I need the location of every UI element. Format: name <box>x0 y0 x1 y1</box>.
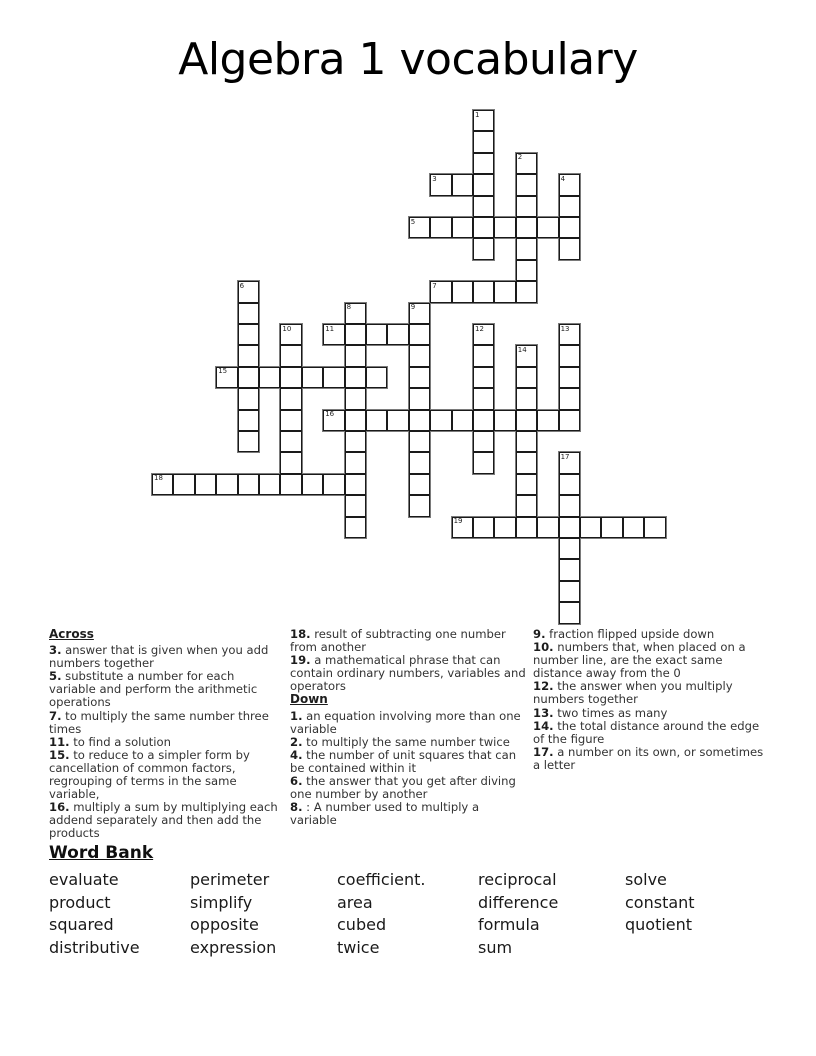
word-bank-item: expression <box>190 937 277 957</box>
grid-cell <box>280 345 301 366</box>
grid-cell <box>516 495 537 516</box>
word-bank-item: opposite <box>190 915 259 935</box>
grid-cell <box>494 217 515 238</box>
grid-cell <box>559 367 580 388</box>
grid-cell <box>216 474 237 495</box>
grid-cell <box>559 174 580 195</box>
grid-number-19: 19 <box>453 517 463 526</box>
grid-number-6: 6 <box>239 281 245 290</box>
grid-cell <box>516 260 537 281</box>
grid-cell <box>473 324 494 345</box>
grid-cell <box>473 110 494 131</box>
grid-number-10: 10 <box>282 324 292 333</box>
grid-cell <box>473 452 494 473</box>
grid-cell <box>516 367 537 388</box>
grid-cell <box>345 431 366 452</box>
grid-cell <box>623 517 644 538</box>
grid-cell <box>238 431 259 452</box>
grid-cell <box>409 431 430 452</box>
clue-number: 15. <box>49 747 70 762</box>
grid-cell <box>366 367 387 388</box>
clue-1: 1. an equation involving more than one variable <box>290 708 521 736</box>
grid-cell <box>280 324 301 345</box>
clue-number: 16. <box>49 800 70 815</box>
grid-cell <box>387 324 408 345</box>
grid-cell <box>473 367 494 388</box>
clue-number: 13. <box>533 705 554 720</box>
grid-number-13: 13 <box>560 324 570 333</box>
grid-cell <box>473 410 494 431</box>
grid-cell <box>559 495 580 516</box>
grid-cell <box>559 238 580 259</box>
grid-cell <box>409 345 430 366</box>
word-bank-item: distributive <box>49 937 140 957</box>
grid-cell <box>559 196 580 217</box>
grid-number-17: 17 <box>560 452 570 461</box>
grid-number-14: 14 <box>517 345 527 354</box>
grid-cell <box>409 410 430 431</box>
grid-cell <box>580 517 601 538</box>
grid-cell <box>516 410 537 431</box>
grid-cell <box>473 517 494 538</box>
clue-6: 6. the answer that you get after diving one number by another <box>290 774 516 802</box>
grid-cell <box>366 410 387 431</box>
grid-cell <box>430 281 451 302</box>
grid-cell <box>238 410 259 431</box>
clue-10: 10. numbers that, when placed on a number line, are the exact same distance away from the 0 <box>533 640 746 681</box>
clue-2: 2. to multiply the same number twice <box>290 734 510 749</box>
clue-header-across: Across <box>49 627 94 641</box>
clue-number: 18. <box>290 627 311 641</box>
clue-16: 16. multiply a sum by multiplying each addend separately and then add the products <box>49 800 278 841</box>
grid-cell <box>345 303 366 324</box>
grid-cell <box>409 388 430 409</box>
grid-number-15: 15 <box>218 367 228 376</box>
grid-cell <box>494 281 515 302</box>
clue-17: 17. a number on its own, or sometimes a letter <box>533 744 764 772</box>
grid-cell <box>280 431 301 452</box>
grid-cell <box>537 517 558 538</box>
grid-cell <box>516 217 537 238</box>
grid-cell <box>173 474 194 495</box>
grid-cell <box>601 517 622 538</box>
clue-number: 19. <box>290 653 311 668</box>
grid-cell <box>345 345 366 366</box>
grid-cell <box>494 410 515 431</box>
grid-cell <box>473 131 494 152</box>
grid-cell <box>345 410 366 431</box>
grid-cell <box>516 388 537 409</box>
grid-cell <box>345 474 366 495</box>
word-bank <box>49 843 779 960</box>
grid-cell <box>366 324 387 345</box>
grid-cell <box>323 410 344 431</box>
grid-cell <box>473 196 494 217</box>
clue-15: 15. to reduce to a simpler form by cancellation of common factors, regrouping of terms in the same variable, <box>49 747 250 802</box>
grid-cell <box>559 388 580 409</box>
clue-14: 14. the total distance around the edge of the figure <box>533 718 760 746</box>
grid-cell <box>345 367 366 388</box>
page-title: Algebra 1 vocabulary <box>178 34 638 85</box>
grid-cell <box>216 367 237 388</box>
word-bank-item: perimeter <box>190 870 270 889</box>
grid-cell <box>259 367 280 388</box>
grid-cell <box>537 410 558 431</box>
word-bank-item: solve <box>625 870 667 889</box>
clue-number: 3. <box>49 643 62 658</box>
word-bank-item: formula <box>478 915 540 935</box>
grid-cell <box>409 367 430 388</box>
clue-column-3 <box>533 628 774 841</box>
clue-number: 12. <box>533 679 554 694</box>
clue-5: 5. substitute a number for each variable and perform the arithmetic operations <box>49 669 258 710</box>
clue-number: 7. <box>49 708 62 723</box>
grid-cell <box>323 324 344 345</box>
clue-number: 6. <box>290 774 303 789</box>
grid-cell <box>345 388 366 409</box>
clue-number: 8. <box>290 800 303 815</box>
grid-number-5: 5 <box>410 217 416 226</box>
clue-9: 9. fraction flipped upside down <box>533 627 715 641</box>
grid-cell <box>516 174 537 195</box>
grid-cell <box>559 602 580 623</box>
grid-cell <box>537 217 558 238</box>
grid-cell <box>516 196 537 217</box>
grid-cell <box>345 452 366 473</box>
grid-cell <box>559 538 580 559</box>
clue-number: 4. <box>290 747 303 762</box>
grid-cell <box>409 324 430 345</box>
grid-number-18: 18 <box>154 474 163 483</box>
clue-number: 11. <box>49 734 70 749</box>
grid-cell <box>387 410 408 431</box>
grid-cell <box>559 517 580 538</box>
grid-cell <box>345 495 366 516</box>
grid-cell <box>345 517 366 538</box>
clue-19: 19. a mathematical phrase that can contain ordinary numbers, variables and operators <box>290 653 526 694</box>
grid-cell <box>302 474 323 495</box>
grid-cell <box>238 281 259 302</box>
grid-cell <box>409 217 430 238</box>
grid-number-8: 8 <box>346 303 352 312</box>
grid-cell <box>559 410 580 431</box>
grid-cell <box>238 345 259 366</box>
grid-number-11: 11 <box>325 324 335 333</box>
grid-cell <box>473 281 494 302</box>
word-bank-item: quotient <box>625 915 693 935</box>
word-bank-empty <box>625 938 779 961</box>
grid-cell <box>238 474 259 495</box>
clue-number: 5. <box>49 669 62 684</box>
grid-cell <box>323 474 344 495</box>
clue-11: 11. to find a solution <box>49 734 171 749</box>
clue-13: 13. two times as many <box>533 705 668 720</box>
grid-number-2: 2 <box>517 153 523 162</box>
grid-cell <box>452 410 473 431</box>
word-bank-item: sum <box>478 937 513 957</box>
grid-cell <box>238 324 259 345</box>
grid-cell <box>280 410 301 431</box>
grid-cell <box>516 281 537 302</box>
grid-cell <box>409 495 430 516</box>
grid-cell <box>473 238 494 259</box>
word-bank-item: twice <box>337 937 380 957</box>
grid-cell <box>280 388 301 409</box>
grid-cell <box>516 238 537 259</box>
grid-cell <box>473 388 494 409</box>
grid-cell <box>452 281 473 302</box>
grid-cell <box>452 517 473 538</box>
grid-cell <box>430 174 451 195</box>
clue-number: 9. <box>533 627 546 641</box>
grid-cell <box>644 517 665 538</box>
grid-cell <box>494 517 515 538</box>
grid-number-4: 4 <box>560 174 566 183</box>
clue-4: 4. the number of unit squares that can be contained within it <box>290 747 517 775</box>
grid-cell <box>473 345 494 366</box>
clue-column-1 <box>49 628 290 841</box>
grid-number-9: 9 <box>410 303 416 312</box>
word-bank-title: Word Bank <box>49 843 154 863</box>
grid-cell <box>559 581 580 602</box>
grid-cell <box>152 474 173 495</box>
grid-cell <box>452 174 473 195</box>
grid-cell <box>516 153 537 174</box>
grid-cell <box>323 367 344 388</box>
grid-cell <box>238 303 259 324</box>
word-bank-item: constant <box>625 892 695 912</box>
grid-cell <box>280 474 301 495</box>
grid-cell <box>473 174 494 195</box>
grid-cell <box>430 410 451 431</box>
clue-7: 7. to multiply the same number three times <box>49 708 269 736</box>
grid-cell <box>452 217 473 238</box>
clue-number: 14. <box>533 718 554 733</box>
word-bank-item: area <box>337 892 373 912</box>
word-bank-item: coefficient. <box>337 870 426 889</box>
word-bank-grid <box>49 870 779 960</box>
clue-number: 17. <box>533 744 554 759</box>
grid-cell <box>559 474 580 495</box>
word-bank-item: cubed <box>337 915 387 935</box>
grid-cell <box>280 367 301 388</box>
grid-number-7: 7 <box>432 281 437 290</box>
clue-18: 18. result of subtracting one number from another <box>290 627 506 655</box>
grid-cell <box>238 367 259 388</box>
grid-cell <box>238 388 259 409</box>
grid-cell <box>409 474 430 495</box>
grid-cell <box>559 345 580 366</box>
grid-cell <box>259 474 280 495</box>
clue-12: 12. the answer when you multiply numbers together <box>533 679 733 707</box>
clue-number: 2. <box>290 734 303 749</box>
grid-cell <box>280 452 301 473</box>
grid-cell <box>516 431 537 452</box>
clue-column-2 <box>290 628 533 841</box>
grid-cell <box>559 217 580 238</box>
grid-cell <box>516 452 537 473</box>
grid-cell <box>195 474 216 495</box>
grid-cell <box>516 474 537 495</box>
clue-number: 10. <box>533 640 554 655</box>
grid-cell <box>473 217 494 238</box>
grid-cell <box>516 517 537 538</box>
clue-3: 3. answer that is given when you add numbers together <box>49 643 269 671</box>
clues-section <box>49 628 774 841</box>
clue-number: 1. <box>290 708 303 723</box>
grid-cell <box>302 367 323 388</box>
grid-cell <box>559 452 580 473</box>
grid-cell <box>430 217 451 238</box>
grid-number-1: 1 <box>475 110 480 119</box>
grid-cell <box>559 324 580 345</box>
word-bank-item: squared <box>49 915 114 935</box>
word-bank-item: simplify <box>190 892 253 912</box>
clue-8: 8. : A number used to multiply a variable <box>290 800 480 828</box>
grid-cell <box>473 431 494 452</box>
word-bank-item: difference <box>478 892 559 912</box>
grid-cell <box>409 303 430 324</box>
grid-cell <box>345 324 366 345</box>
word-bank-item: evaluate <box>49 870 119 889</box>
grid-number-12: 12 <box>475 324 484 333</box>
grid-number-16: 16 <box>325 410 335 419</box>
grid-cell <box>516 345 537 366</box>
word-bank-item: reciprocal <box>478 870 557 889</box>
clue-header-down: Down <box>290 692 328 707</box>
word-bank-item: product <box>49 892 111 912</box>
grid-cell <box>473 153 494 174</box>
grid-cell <box>559 559 580 580</box>
grid-number-3: 3 <box>432 174 437 183</box>
grid-cell <box>409 452 430 473</box>
